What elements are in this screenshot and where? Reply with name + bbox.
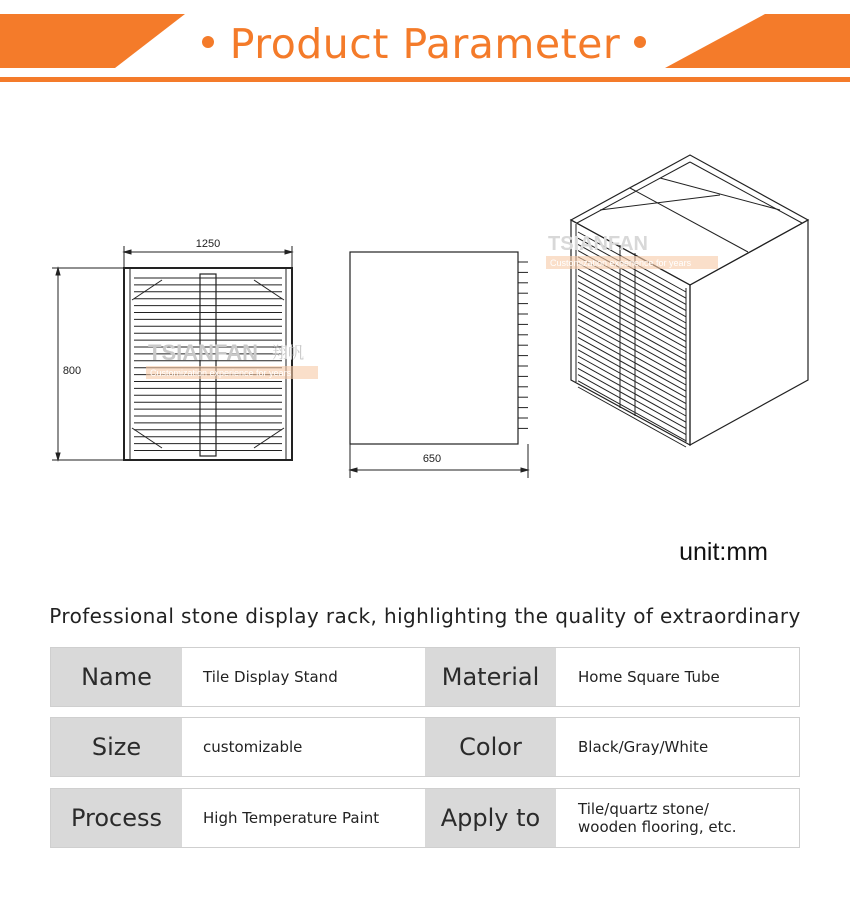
width-label: 1250 bbox=[195, 238, 221, 250]
spec-label-name: Name bbox=[51, 648, 182, 706]
watermark-slogan: Customization experience for years bbox=[150, 368, 292, 378]
side-pegs bbox=[518, 262, 528, 428]
height-label: 800 bbox=[62, 365, 82, 377]
unit-label: unit:mm bbox=[679, 538, 768, 566]
iso-slat bbox=[578, 319, 686, 379]
spec-label-size: Size bbox=[51, 718, 182, 776]
spec-label-material: Material bbox=[425, 648, 556, 706]
spec-row-1 bbox=[50, 647, 800, 707]
iso-slat bbox=[578, 282, 686, 342]
spec-value-apply-to: Tile/quartz stone/ wooden flooring, etc. bbox=[578, 800, 737, 836]
iso-slat bbox=[578, 306, 686, 366]
side-frame bbox=[350, 252, 518, 444]
iso-slat bbox=[578, 344, 686, 404]
center-column bbox=[200, 274, 216, 456]
spec-label-process: Process bbox=[51, 789, 182, 847]
iso-watermark-slogan: Customization experience for years bbox=[550, 258, 692, 268]
isometric-view bbox=[571, 155, 808, 447]
watermark-brand-cn: 翔帆 bbox=[272, 343, 305, 362]
iso-slat bbox=[578, 275, 686, 335]
watermark-brand: TSIANFAN bbox=[148, 340, 258, 365]
spec-value-size: customizable bbox=[203, 738, 303, 756]
iso-slat bbox=[578, 375, 686, 435]
spec-value-color: Black/Gray/White bbox=[578, 738, 709, 756]
spec-value-process: High Temperature Paint bbox=[203, 809, 380, 827]
spec-value-name: Tile Display Stand bbox=[203, 668, 338, 686]
header-banner bbox=[0, 0, 850, 90]
spec-value-material: Home Square Tube bbox=[578, 668, 720, 686]
iso-slat bbox=[578, 381, 686, 441]
iso-slat bbox=[578, 337, 686, 397]
banner-underline bbox=[0, 77, 850, 82]
iso-slat bbox=[578, 325, 686, 385]
iso-slat bbox=[578, 313, 686, 373]
page-title: Product Parameter bbox=[229, 20, 621, 68]
iso-slat bbox=[578, 350, 686, 410]
iso-slat bbox=[578, 269, 686, 329]
iso-slat bbox=[578, 263, 686, 323]
side-view bbox=[350, 252, 528, 478]
tagline: Professional stone display rack, highlighting the quality of extraordinary bbox=[49, 604, 801, 628]
spec-label-color: Color bbox=[425, 718, 556, 776]
technical-drawings bbox=[0, 90, 850, 510]
spec-row-3 bbox=[50, 788, 800, 848]
iso-slat bbox=[578, 288, 686, 348]
depth-label: 650 bbox=[422, 453, 442, 465]
iso-slat bbox=[578, 387, 686, 447]
spec-row-2 bbox=[50, 717, 800, 777]
iso-slat bbox=[578, 356, 686, 416]
iso-watermark-brand: TSIANFAN bbox=[548, 233, 648, 255]
iso-slat bbox=[578, 294, 686, 354]
iso-slat bbox=[578, 300, 686, 360]
iso-slat bbox=[578, 331, 686, 391]
spec-label-apply-to: Apply to bbox=[425, 789, 556, 847]
iso-slat bbox=[578, 368, 686, 428]
